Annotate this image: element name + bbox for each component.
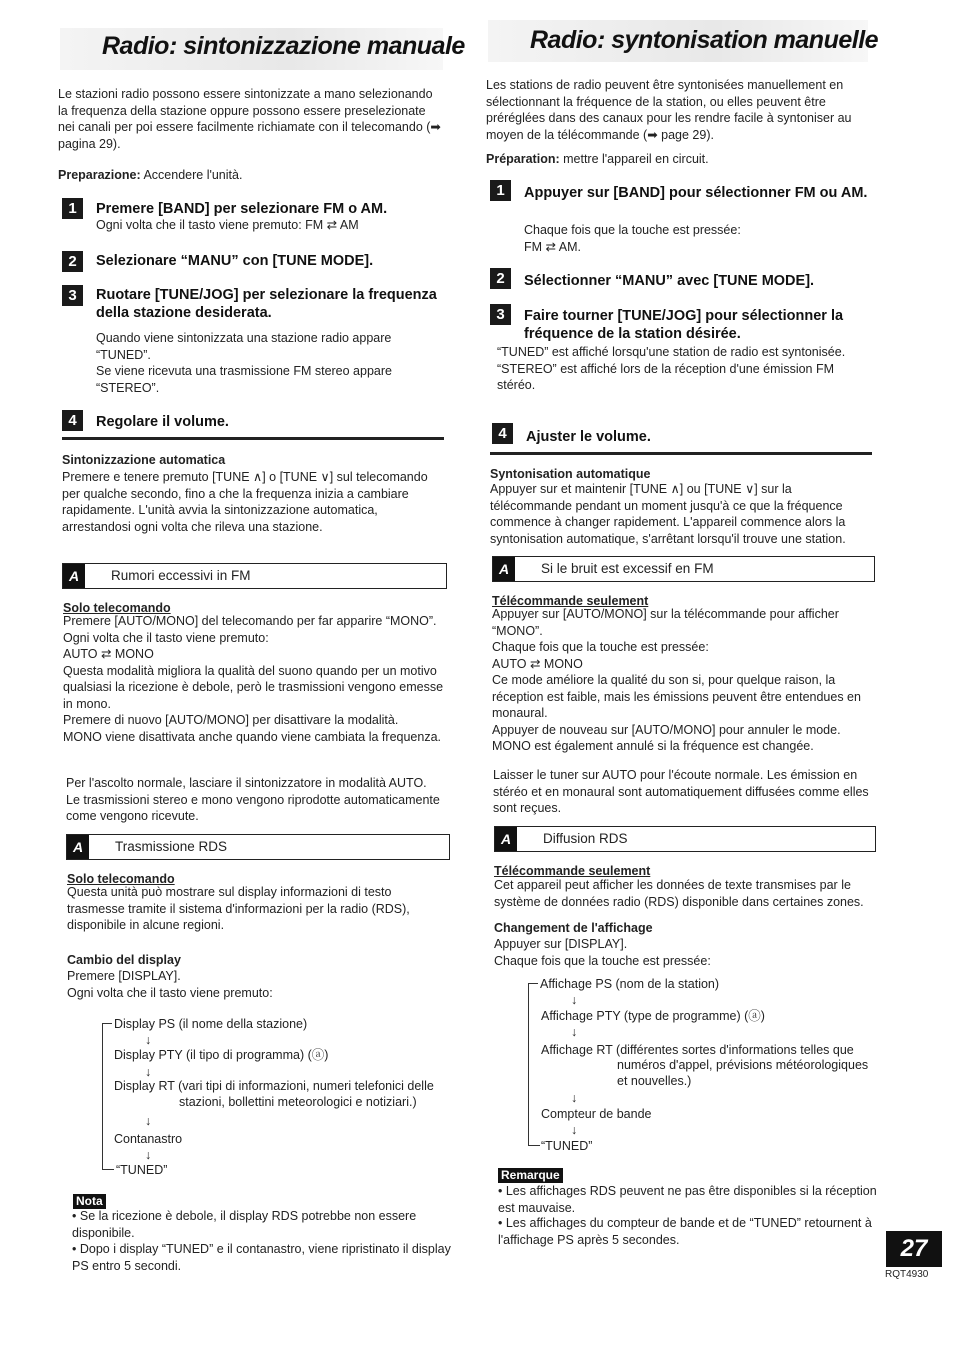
fr-box2-sub: Télécommande seulement — [494, 864, 651, 878]
fr-step2-number: 2 — [490, 268, 511, 289]
fr-box-fm-noise — [492, 556, 875, 582]
fr-flow-rt-3: et nouvelles.) — [617, 1074, 692, 1088]
fr-flow-arrow-1: ↓ — [571, 993, 578, 1007]
it-box1-sub: Solo telecomando — [63, 601, 171, 615]
it-flow-pty: Display PTY (il tipo di programma) (ⓐ) — [114, 1048, 329, 1062]
it-flow-arrow-top — [102, 1023, 112, 1024]
it-step3-sub: Quando viene sintonizzata una stazione radio appare “TUNED”. Se viene ricevuta una trasmissione FM stereo appare “STEREO”. — [96, 331, 392, 395]
fr-box1-text: Appuyer sur [AUTO/MONO] sur la télécommande pour afficher “MONO”. Chaque fois que la touche est pressée: AUTO ⇄ MONO Ce mode améliore la qualité du son si, pour quelque raison, la réception est faible, mais les émissions peuvent être entendues en monaural. Appuyer de nouveau sur [AUTO/MONO] pour annuler le mode. MONO est également annulé si la fréquence est changée. — [492, 607, 861, 753]
it-flow-ps: Display PS (il nome della stazione) — [114, 1017, 308, 1031]
it-step1-title: Premere [BAND] per selezionare FM o AM. — [96, 201, 388, 217]
it-prep-text: Accendere l'unità. — [140, 168, 243, 182]
it-box1-text: Premere [AUTO/MONO] del telecomando per far apparire “MONO”. Ogni volta che il tasto viene premuto: AUTO ⇄ MONO Questa modalità migliora la qualità del suono quando per un motivo qualsiasi la ricezione è debole, però le trasmissioni vengono emesse in mono. Premere di nuovo [AUTO/MONO] per disattivare la modalità. MONO viene disattivata anche quando viene cambiata la frequenza. — [63, 614, 444, 744]
it-box2-text: Questa unità può mostrare sul display informazioni di testo trasmesse tramite il sistema d'informazioni per la radio (RDS), disponibile in alcune regioni. — [67, 885, 410, 932]
fr-flow-arrow-4: ↓ — [571, 1123, 578, 1137]
it-flow-rt: Display RT (vari tipi di informazioni, numeri telefonici delle — [114, 1079, 434, 1093]
fr-box2-text: Cet appareil peut afficher les données de texte transmises par le système de données radio (RDS) disponible dans certaines zones. — [494, 878, 864, 909]
it-normal-text: Per l'ascolto normale, lasciare il sintonizzatore in modalità AUTO. Le trasmissioni stereo e mono vengono riprodotte automaticamente come vengono ricevute. — [66, 776, 440, 823]
it-flow-arrow-3: ↓ — [145, 1114, 152, 1128]
it-box1-label: Rumori eccessivi in FM — [111, 568, 251, 583]
fr-box1-tag: A — [493, 557, 515, 581]
it-preparation — [58, 167, 443, 184]
it-box2-tag: A — [67, 835, 89, 859]
fr-prep-text: mettre l'appareil en circuit. — [559, 152, 709, 166]
it-box2-label: Trasmissione RDS — [115, 839, 228, 854]
fr-step4-title: Ajuster le volume. — [526, 429, 651, 445]
fr-flow-tuned: “TUNED” — [541, 1139, 593, 1153]
fr-note-2: • Les affichages du compteur de bande et de “TUNED” retournent à l'affichage PS après 5 secondes. — [498, 1216, 872, 1247]
fr-flow-rt-2: numéros d'appel, prévisions météorologiques — [617, 1058, 869, 1072]
fr-auto-text: Appuyer sur et maintenir [TUNE ∧] ou [TUNE ∨] sur la télécommande pendant un moment jusqu'à ce que la fréquence commence à changer rapidement. L'appareil commence alors la syntonisation automatique, s'arrêtant lorsqu'il trouve une station. — [490, 482, 846, 546]
it-auto-title: Sintonizzazione automatica — [62, 453, 226, 467]
it-divider — [62, 437, 444, 440]
fr-flow-counter: Compteur de bande — [541, 1107, 652, 1121]
it-step4-title: Regolare il volume. — [96, 414, 229, 430]
fr-step3-title: Faire tourner [TUNE/JOG] pour sélectionner la fréquence de la station désirée. — [524, 308, 844, 342]
it-note-2-text: Dopo i display “TUNED” e il contanastro, viene ripristinato il display PS entro 5 secondi. — [72, 1242, 451, 1273]
it-box-rds — [66, 834, 450, 860]
fr-note-2-text: Les affichages du compteur de bande et de “TUNED” retournent à l'affichage PS après 5 secondes. — [498, 1216, 872, 1247]
it-flow-rt-2: stazioni, bollettini meteorologici e notiziari.) — [179, 1095, 417, 1109]
fr-box2-label: Diffusion RDS — [543, 831, 628, 846]
fr-note-label: Remarque — [498, 1168, 563, 1183]
fr-flow-rt: Affichage RT (différentes sortes d'informations telles que — [541, 1043, 854, 1057]
it-note-1: • Se la ricezione è debole, il display RDS potrebbe non essere disponibile. — [72, 1209, 417, 1240]
fr-flow-bracket — [528, 984, 529, 1146]
fr-auto-title: Syntonisation automatique — [490, 467, 651, 481]
fr-step1-title: Appuyer sur [BAND] pour sélectionner FM ou AM. — [524, 185, 868, 201]
fr-page-title: Radio: syntonisation manuelle — [530, 26, 879, 54]
document-code: RQT4930 — [885, 1269, 929, 1280]
it-page-title: Radio: sintonizzazione manuale — [102, 32, 465, 60]
fr-box2-tag: A — [495, 827, 517, 851]
it-note-2: • Dopo i display “TUNED” e il contanastro, viene ripristinato il display PS entro 5 secondi. — [72, 1242, 451, 1273]
fr-note-1-text: Les affichages RDS peuvent ne pas être disponibles si la réception est mauvaise. — [498, 1184, 877, 1215]
fr-flow-arrow-3: ↓ — [571, 1091, 578, 1105]
it-box2-sub: Solo telecomando — [67, 872, 175, 886]
fr-step4-number: 4 — [492, 423, 513, 444]
it-box1-tag: A — [63, 564, 85, 588]
it-step2-title: Selezionare “MANU” con [TUNE MODE]. — [96, 253, 374, 269]
it-step1-number: 1 — [62, 198, 83, 219]
fr-flow-pty: Affichage PTY (type de programme) (ⓐ) — [541, 1009, 765, 1023]
it-flow-bracket — [102, 1024, 103, 1170]
fr-step1-number: 1 — [490, 180, 511, 201]
it-flow-tuned: “TUNED” — [116, 1163, 168, 1177]
it-step3-title: Ruotare [TUNE/JOG] per selezionare la frequenza della stazione desiderata. — [96, 287, 437, 321]
it-step1-sub: Ogni volta che il tasto viene premuto: FM ⇄ AM — [96, 218, 359, 232]
it-step2-number: 2 — [62, 251, 83, 272]
fr-step3-sub: “TUNED” est affiché lorsqu'une station de radio est syntonisée. “STEREO” est affiché lors de la réception d'une émission FM stéréo. — [497, 345, 846, 392]
fr-flow-arrow-2: ↓ — [571, 1025, 578, 1039]
fr-box1-sub: Télécommande seulement — [492, 594, 649, 608]
it-flow-arrow-4: ↓ — [145, 1148, 152, 1162]
fr-divider — [490, 452, 872, 455]
fr-box1-label: Si le bruit est excessif en FM — [541, 561, 714, 576]
fr-flow-ps: Affichage PS (nom de la station) — [540, 977, 720, 991]
fr-intro: Les stations de radio peuvent être syntonisées manuellement en sélectionnant la fréquence de la station, ou elles peuvent être préréglées dans des canaux pour les rendre facile à syntoniser au moyen de la télécommande (➡ page 29). — [486, 78, 852, 142]
it-prep-label: Preparazione: — [58, 168, 141, 182]
fr-box-rds — [494, 826, 876, 852]
it-display-text: Premere [DISPLAY]. Ogni volta che il tasto viene premuto: — [67, 969, 273, 1000]
fr-prep-label: Préparation: — [486, 152, 560, 166]
fr-step1-sub: Chaque fois que la touche est pressée: FM ⇄ AM. — [524, 223, 741, 254]
it-auto-text: Premere e tenere premuto [TUNE ∧] o [TUNE ∨] sul telecomando per qualche secondo, fino a che la frequenza inizia a cambiare rapidamente. L'unità avvia la sintonizzazione automatica, arrestandosi ogni volta che rileva una stazione. — [62, 470, 428, 534]
it-flow-counter: Contanastro — [114, 1132, 183, 1146]
fr-flow-arrow-bottom — [528, 1145, 540, 1146]
fr-step2-title: Sélectionner “MANU” avec [TUNE MODE]. — [524, 273, 815, 289]
fr-display-text: Appuyer sur [DISPLAY]. Chaque fois que la touche est pressée: — [494, 937, 711, 968]
it-box-fm-noise — [62, 563, 447, 589]
fr-preparation — [486, 151, 870, 168]
page-number: 27 — [886, 1231, 942, 1267]
it-flow-arrow-1: ↓ — [145, 1033, 152, 1047]
it-step4-number: 4 — [62, 410, 83, 431]
it-flow-arrow-2: ↓ — [145, 1065, 152, 1079]
it-note-label: Nota — [73, 1194, 106, 1209]
it-step3-number: 3 — [62, 285, 83, 306]
fr-note-1: • Les affichages RDS peuvent ne pas être disponibles si la réception est mauvaise. — [498, 1184, 877, 1215]
it-intro: Le stazioni radio possono essere sintonizzate a mano selezionando la frequenza della stazione oppure possono essere preselezionate nei canali per poi essere facilmente richiamate con il telecomando (➡ pagina 29). — [58, 87, 441, 151]
fr-flow-arrow-top — [528, 983, 538, 984]
it-note-1-text: Se la ricezione è debole, il display RDS potrebbe non essere disponibile. — [72, 1209, 417, 1240]
fr-display-title: Changement de l'affichage — [494, 921, 653, 935]
it-display-title: Cambio del display — [67, 953, 181, 967]
fr-step3-number: 3 — [490, 304, 511, 325]
fr-normal-text: Laisser le tuner sur AUTO pour l'écoute normale. Les émission en stéréo et en monaural sont automatiquement diffusées comme elles sont reçues. — [493, 768, 869, 815]
it-flow-arrow-bottom — [102, 1169, 114, 1170]
